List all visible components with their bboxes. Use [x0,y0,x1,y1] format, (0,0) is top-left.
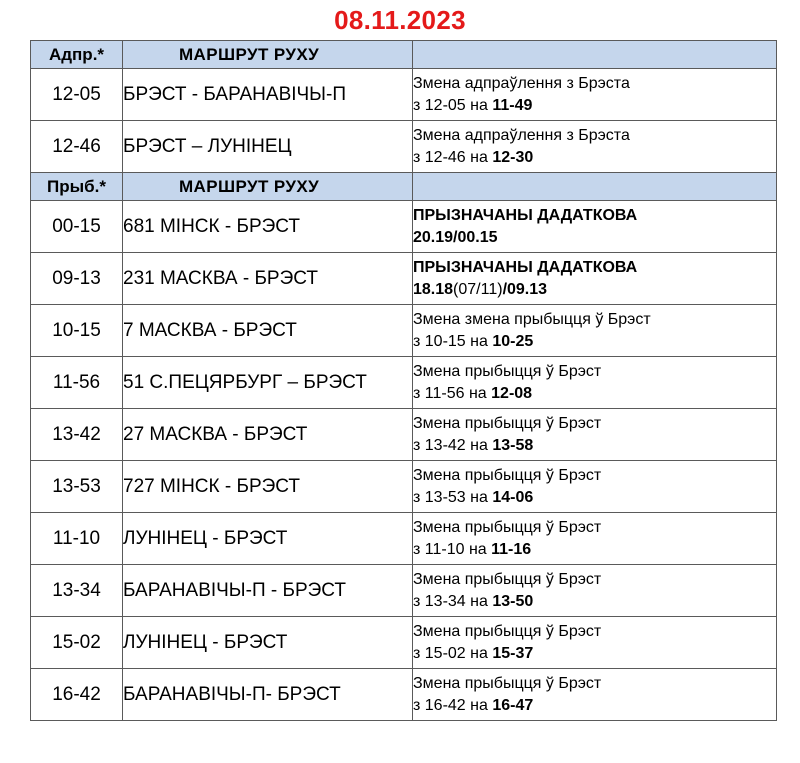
note-cell [413,409,777,461]
note-cell [413,121,777,173]
note-new-time: 10-25 [492,332,534,350]
note-description: Змена прыбыцця ў Брэст [413,466,602,484]
note-description: Змена прыбыцця ў Брэст [413,622,602,640]
table-row [31,201,777,253]
route-cell: 681 МІНСК - БРЭСТ [123,201,413,253]
note-schedule-a: 20.19/00.15 [413,228,498,246]
note-new-time: 13-50 [492,592,534,610]
note-new-time: 12-08 [491,384,533,402]
note-time-change [413,435,776,457]
note-cell [413,461,777,513]
route-cell: 7 МАСКВА - БРЭСТ [123,305,413,357]
table-row [31,357,777,409]
note-old-time: з 10-15 на [413,332,493,350]
note-old-time: з 13-34 на [413,592,493,610]
table-row [31,461,777,513]
page-title: 08.11.2023 [334,5,466,35]
note-time-change [413,147,776,169]
arrivals-note-header [413,173,777,201]
note-new-time: 12-30 [492,148,534,166]
note-time-change [413,487,776,509]
note-old-time: з 15-02 на [413,644,493,662]
table-row [31,409,777,461]
route-cell: 27 МАСКВА - БРЭСТ [123,409,413,461]
table-row [31,513,777,565]
note-cell [413,305,777,357]
note-old-time: з 13-53 на [413,488,493,506]
note-new-time: 16-47 [492,696,534,714]
route-cell: ЛУНІНЕЦ - БРЭСТ [123,513,413,565]
time-cell: 11-56 [31,357,123,409]
departures-time-header: Адпр.* [31,41,123,69]
time-cell: 13-53 [31,461,123,513]
note-new-time: 11-16 [491,540,532,558]
time-cell: 13-42 [31,409,123,461]
table-row [31,617,777,669]
note-description: ПРЫЗНАЧАНЫ ДАДАТКОВА [413,206,638,224]
note-cell [413,669,777,721]
arrivals-time-header: Прыб.* [31,173,123,201]
note-cell [413,201,777,253]
note-cell [413,69,777,121]
time-cell: 11-10 [31,513,123,565]
table-row [31,669,777,721]
note-description: Змена адпраўлення з Брэста [413,126,630,144]
route-cell: 727 МІНСК - БРЭСТ [123,461,413,513]
note-old-time: з 11-56 на [413,384,492,402]
note-description: Змена прыбыцця ў Брэст [413,362,602,380]
note-old-time: з 11-10 на [413,540,492,558]
time-cell: 12-05 [31,69,123,121]
table-row [31,69,777,121]
note-new-time: 15-37 [492,644,534,662]
note-description: Змена прыбыцця ў Брэст [413,414,602,432]
arrivals-header-row [31,173,777,201]
time-cell: 15-02 [31,617,123,669]
note-new-time: 11-49 [492,96,533,114]
departures-header-row [31,41,777,69]
note-time-change [413,383,776,405]
note-cell [413,357,777,409]
note-description: Змена прыбыцця ў Брэст [413,518,602,536]
note-old-time: з 12-05 на [413,96,493,114]
note-new-time: 13-58 [492,436,534,454]
note-cell [413,513,777,565]
note-time-change [413,643,776,665]
note-description: Змена прыбыцця ў Брэст [413,570,602,588]
note-time-change [413,331,776,353]
note-description: Змена змена прыбыцця ў Брэст [413,310,651,328]
arrivals-route-header: МАРШРУТ РУХУ [123,173,413,201]
route-cell: 231 МАСКВА - БРЭСТ [123,253,413,305]
note-schedule [413,279,776,301]
time-cell: 12-46 [31,121,123,173]
departures-note-header [413,41,777,69]
table-row [31,121,777,173]
note-new-time: 14-06 [492,488,534,506]
note-old-time: з 12-46 на [413,148,493,166]
schedule-body [31,41,777,721]
route-cell: БАРАНАВІЧЫ-П - БРЭСТ [123,565,413,617]
time-cell: 10-15 [31,305,123,357]
note-time-change [413,95,776,117]
note-old-time: з 13-42 на [413,436,493,454]
note-old-time: з 16-42 на [413,696,493,714]
route-cell: БРЭСТ – ЛУНІНЕЦ [123,121,413,173]
note-description: ПРЫЗНАЧАНЫ ДАДАТКОВА [413,258,638,276]
schedule-table [30,40,777,721]
note-schedule-c: /09.13 [502,280,548,298]
note-cell [413,617,777,669]
time-cell: 16-42 [31,669,123,721]
note-schedule [413,227,776,249]
table-row [31,253,777,305]
route-cell: БАРАНАВІЧЫ-П- БРЭСТ [123,669,413,721]
time-cell: 09-13 [31,253,123,305]
table-row [31,305,777,357]
note-description: Змена адпраўлення з Брэста [413,74,630,92]
route-cell: ЛУНІНЕЦ - БРЭСТ [123,617,413,669]
note-time-change [413,695,776,717]
table-row [31,565,777,617]
note-cell [413,565,777,617]
route-cell: 51 С.ПЕЦЯРБУРГ – БРЭСТ [123,357,413,409]
note-schedule-a: 18.18 [413,280,454,298]
note-cell [413,253,777,305]
time-cell: 00-15 [31,201,123,253]
departures-route-header: МАРШРУТ РУХУ [123,41,413,69]
time-cell: 13-34 [31,565,123,617]
note-time-change [413,591,776,613]
route-cell: БРЭСТ - БАРАНАВІЧЫ-П [123,69,413,121]
note-description: Змена прыбыцця ў Брэст [413,674,602,692]
note-schedule-b: (07/11) [453,280,503,298]
note-time-change [413,539,776,561]
